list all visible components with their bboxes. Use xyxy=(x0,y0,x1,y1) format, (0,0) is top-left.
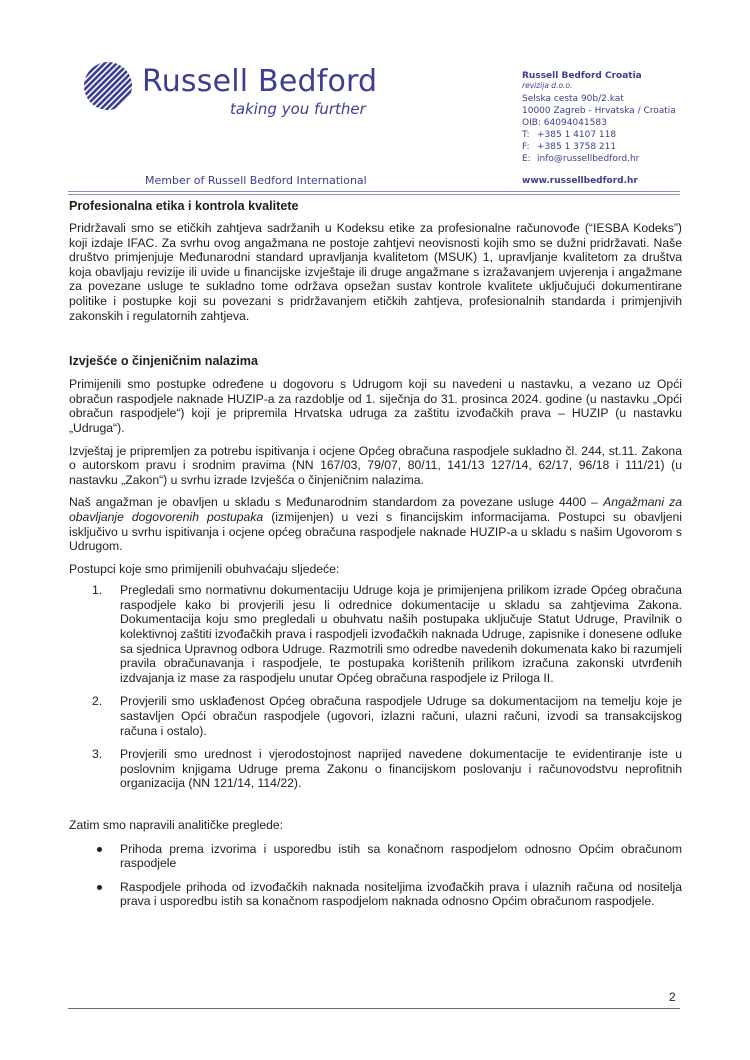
analysis-item xyxy=(69,880,682,909)
procedure-text: Pregledali smo normativnu dokumentaciju Udruge koja je primijenjena prilikom izrade Općeg obračuna raspodjele kako bi provjerili jesu li odrednice dokumentacije u skladu sa zahtjevima Zakona. Dokumentacija koju smo pregledali u obuhvatu naših postupaka uključuje Statut Udruge, Pravilnik o kolektivnoj zaštiti izvođačkih prava i raspodjeli izvođačkih naknada Udruge, zapisnike i donesene odluke sa sjednica Upravnog odbora Udruge. Razmotrili smo odredbe navedenih dokumenata kako bi razumjeli pravila obračunavanja i raspodjele, te postupaka korištenih prilikom izračuna zakonski utvrđenih izdvajanja iz mase za raspodjelu unutar Općeg obračuna raspodjele iz Priloga II. xyxy=(120,583,682,685)
brand-tagline: taking you further xyxy=(230,100,366,118)
findings-paragraph-2: Izvještaj je pripremljen za potrebu ispitivanja i ocjene Općeg obračuna raspodjele sukladno čl. 244, st.11. Zakona o autorskom pravu i srodnim pravima (NN 167/03, 79/07, 80/11, 141/13 127/14, 62/17, 96/18 i 111/21) (u nastavku „Zakon“) u svrhu izrade Izvješća o činjeničnim nalazima. xyxy=(69,443,682,487)
address-line-1: Selska cesta 90b/2.kat xyxy=(522,94,624,104)
procedures-intro: Postupci koje smo primijenili obuhvaćaju sljedeće: xyxy=(69,561,340,576)
ethics-paragraph: Pridržavali smo se etičkih zahtjeva sadržanih u Kodeksu etike za profesionalne računovođe (“IESBA Kodeks”) koji izdaje IFAC. Za svrhu ovog angažmana ne postoje zahtjevi neovisnosti kojih smo se dužni pridržavati. Naše društvo primjenjuje Međunarodni standard upravljanja kvalitetom (MSUK) 1, upravljanje kvalitetom za društva koja obavljaju revizije ili uvide u financijske izvještaje ili druge angažmane s izražavanjem uvjerenja i angažmane za povezane usluge te sukladno tome održava opsežan sustav kontrole kvalitete uključujući dokumentirane politike i postupke koji su povezani s pridržavanjem etičkih zahtjeva, profesionalnih standarda i primjenjivih zakonskih i regulatornih zahtjeva. xyxy=(69,221,682,323)
bullet-icon xyxy=(97,847,102,852)
email-label: E: xyxy=(522,154,531,164)
address-line-2: 10000 Zagreb - Hrvatska / Croatia xyxy=(522,106,676,116)
firm-name: Russell Bedford Croatia xyxy=(522,71,642,81)
oib-line: OIB: 64094041583 xyxy=(522,118,607,128)
header-divider-secondary xyxy=(68,194,680,195)
findings-paragraph-3 xyxy=(69,495,682,553)
analyses-list xyxy=(69,842,682,909)
fax-label: F: xyxy=(522,142,530,152)
analyses-intro: Zatim smo napravili analitičke preglede: xyxy=(69,818,284,832)
analysis-text: Raspodjele prihoda od izvođačkih naknada nositeljima izvođačkih prava i ulaznih računa od nositelja prava i usporedbu istih sa konačnom raspodjelom naknada odnosno Općim obračunom raspodjele. xyxy=(120,879,682,909)
footer-divider xyxy=(68,1008,680,1009)
paragraph-3-part-1: Naš angažman je obavljen u skladu s Međunarodnim standardom za povezane usluge 4400 – xyxy=(69,495,604,510)
phone-label: T: xyxy=(522,130,530,140)
procedure-item xyxy=(69,747,682,791)
email-line xyxy=(522,153,676,165)
document-body xyxy=(69,199,682,909)
procedure-number: 3. xyxy=(92,747,103,762)
procedure-number: 1. xyxy=(92,583,103,598)
analysis-item xyxy=(69,842,682,871)
procedures-list xyxy=(69,583,682,791)
procedure-item xyxy=(69,583,682,685)
paragraph-3-part-2: (izmijenjen) u vezi s financijskim informacijama. Postupci su obavljeni isključivo u svrhu ispitivanja i ocjene općeg obračuna raspodjele naknade HUZIP-a u skladu s našim Ugovorom s Udrugom. xyxy=(69,509,682,554)
website-link[interactable]: www.russellbedford.hr xyxy=(522,176,638,186)
analysis-text: Prihoda prema izvorima i usporedbu istih sa konačnom raspodjelom odnosno Općim obračunom raspodjele xyxy=(120,841,682,871)
paragraph-3-italic: Angažmani za obavljanje dogovorenih postupaka xyxy=(69,495,683,524)
russell-bedford-logo-icon xyxy=(82,60,134,112)
bullet-icon xyxy=(97,885,102,890)
fax-value: +385 1 3758 211 xyxy=(537,142,617,152)
contact-block xyxy=(522,70,676,165)
procedure-text: Provjerili smo usklađenost Općeg obračuna raspodjele Udruge sa dokumentacijom na temelju koje je sastavljen Opći obračun raspodjele (ugovori, izlazni računi, ulazni računi, izvodi sa transakcijskog računa i ostalo). xyxy=(120,694,682,738)
letterhead xyxy=(0,0,750,200)
procedure-text: Provjerili smo urednost i vjerodostojnost naprijed navedene dokumentacije te evidentiranje iste u poslovnim knjigama Udruge prema Zakonu o financijskom poslovanju i računovodstvu neprofitnih organizacija (NN 121/14, 114/22). xyxy=(120,747,682,791)
member-line: Member of Russell Bedford International xyxy=(145,174,367,187)
page-number: 2 xyxy=(669,990,676,1004)
procedure-number: 2. xyxy=(92,694,103,709)
procedure-item xyxy=(69,694,682,738)
header-divider xyxy=(68,191,680,192)
findings-paragraph-1: Primijenili smo postupke određene u dogovoru s Udrugom koji su navedeni u nastavku, a vezano uz Opći obračun raspodjele naknade HUZIP-a za razdoblje od 1. siječnja do 31. prosinca 2024. godine (u nastavku „Opći obračun raspodjele“) koji je pripremila Hrvatska udruga za zaštitu izvođačkih prava – HUZIP (u nastavku „Udruga“). xyxy=(69,377,682,435)
fax-line xyxy=(522,141,676,153)
phone-line xyxy=(522,129,676,141)
section-heading-ethics: Profesionalna etika i kontrola kvalitete xyxy=(69,199,299,213)
section-heading-findings: Izvješće o činjeničnim nalazima xyxy=(69,354,258,369)
phone-value: +385 1 4107 118 xyxy=(537,130,617,140)
email-link[interactable]: info@russellbedford.hr xyxy=(537,154,640,164)
brand-name: Russell Bedford xyxy=(142,64,378,99)
firm-subtitle: revizija d.o.o. xyxy=(522,81,573,90)
